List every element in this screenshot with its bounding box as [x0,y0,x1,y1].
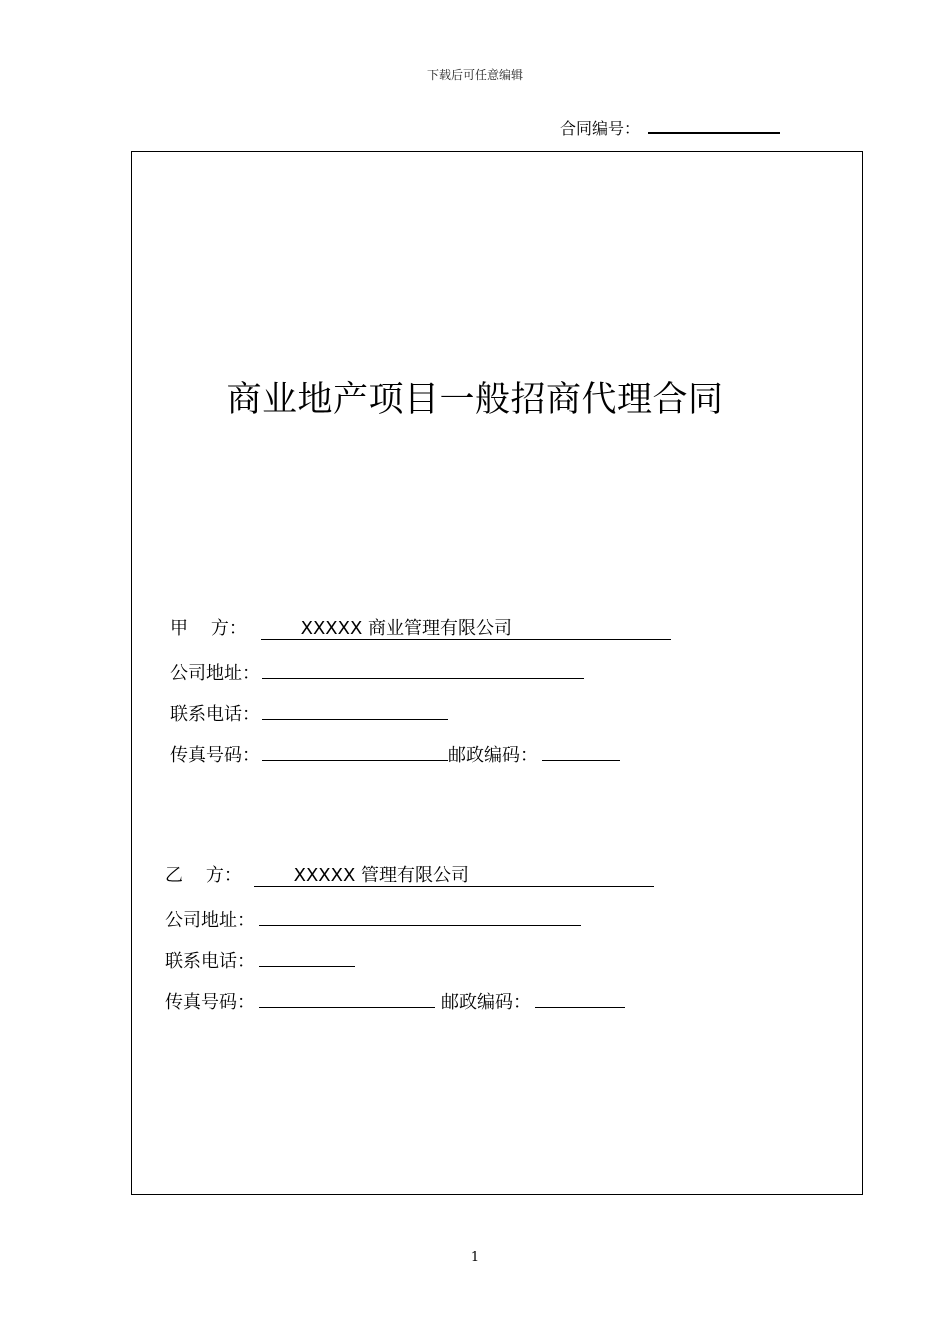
party-b-postcode-field[interactable] [535,987,625,1008]
party-a-postcode-label: 邮政编码： [448,745,538,766]
document-title: 商业地产项目一般招商代理合同 [226,380,724,420]
party-b-label: 乙 方： [165,865,242,886]
contract-number-label: 合同编号： [560,119,641,138]
party-a-address-label: 公司地址： [170,663,260,684]
contract-number-blank[interactable] [648,116,780,134]
party-a-row [170,617,671,641]
party-b-name: XXXXX 管理有限公司 [293,865,470,886]
party-b-address-label: 公司地址： [165,910,255,931]
party-b-fax-row [165,987,625,1011]
party-b-name-field[interactable] [254,864,654,887]
party-a-address-row [170,658,584,682]
party-a-phone-label: 联系电话： [170,704,260,725]
party-b-row [165,864,654,888]
party-a-name: XXXXX 商业管理有限公司 [300,618,513,639]
party-a-phone-row [170,699,448,723]
party-a-postcode-field[interactable] [542,740,620,761]
party-a-fax-field[interactable] [262,740,448,761]
party-b-phone-label: 联系电话： [165,951,255,972]
party-a-phone-field[interactable] [262,699,448,720]
party-a-fax-row [170,740,620,764]
party-a-fax-label: 传真号码： [170,745,260,766]
party-a-address-field[interactable] [262,658,584,679]
party-b-phone-field[interactable] [259,946,355,967]
party-b-fax-label: 传真号码： [165,992,255,1013]
party-a-label: 甲 方： [170,618,247,639]
party-a-name-field[interactable] [261,617,671,640]
party-b-postcode-label: 邮政编码： [441,992,531,1013]
party-b-fax-field[interactable] [259,987,435,1008]
page-number: 1 [470,1250,480,1265]
contract-number [560,116,780,139]
header-note: 下载后可任意编辑 [426,68,523,82]
party-b-phone-row [165,946,355,970]
party-b-address-field[interactable] [259,905,581,926]
party-b-address-row [165,905,581,929]
